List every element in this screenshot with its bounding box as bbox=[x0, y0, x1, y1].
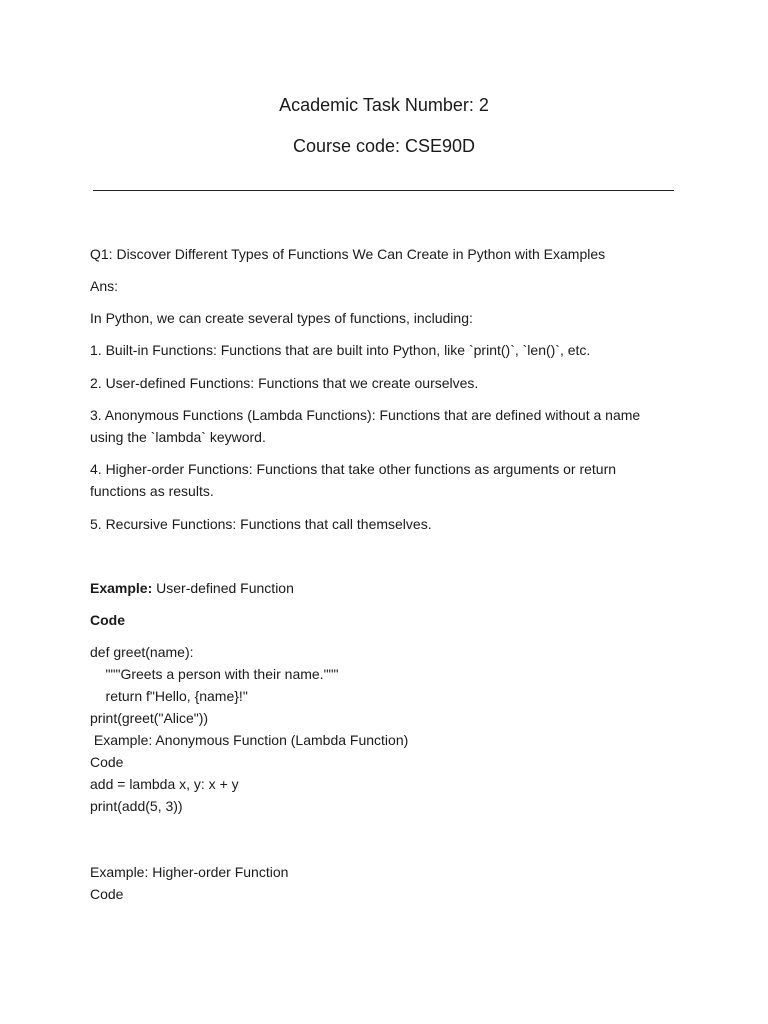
example-1-code-label: Code bbox=[90, 612, 125, 628]
list-item-higher-order-cont: functions as results. bbox=[90, 483, 214, 499]
example-3-title: Example: Higher-order Function bbox=[90, 864, 289, 880]
code-line: return f"Hello, {name}!" bbox=[90, 688, 248, 704]
example-3-code-label: Code bbox=[90, 886, 124, 902]
example-2-code-label: Code bbox=[90, 754, 124, 770]
list-item-higher-order: 4. Higher-order Functions: Functions that take other functions as arguments or return bbox=[90, 461, 617, 477]
list-item-user-defined: 2. User-defined Functions: Functions that we create ourselves. bbox=[90, 375, 479, 391]
code-line: print(greet("Alice")) bbox=[90, 710, 209, 726]
list-item-recursive: 5. Recursive Functions: Functions that call themselves. bbox=[90, 516, 432, 532]
answer-intro: In Python, we can create several types of functions, including: bbox=[90, 310, 473, 326]
example-1-label: Example: bbox=[90, 580, 153, 596]
list-item-builtin: 1. Built-in Functions: Functions that are built into Python, like `print()`, `len()`, etc. bbox=[90, 342, 591, 358]
example-2-title: Example: Anonymous Function (Lambda Function) bbox=[90, 732, 409, 748]
code-line: add = lambda x, y: x + y bbox=[90, 776, 239, 792]
code-line: def greet(name): bbox=[90, 644, 194, 660]
course-code: Course code: CSE90D bbox=[292, 136, 476, 156]
answer-label: Ans: bbox=[90, 278, 119, 294]
question-text: Q1: Discover Different Types of Functions We Can Create in Python with Examples bbox=[90, 246, 606, 262]
example-1-title: User-defined Function bbox=[152, 580, 294, 596]
code-line: """Greets a person with their name.""" bbox=[90, 666, 339, 682]
list-item-anonymous-cont: using the `lambda` keyword. bbox=[90, 429, 266, 445]
document-title: Academic Task Number: 2 bbox=[279, 95, 489, 115]
example-1-heading bbox=[90, 577, 294, 599]
separator-line bbox=[93, 190, 674, 191]
list-item-anonymous: 3. Anonymous Functions (Lambda Functions): Functions that are defined without a name bbox=[90, 407, 641, 423]
code-line: print(add(5, 3)) bbox=[90, 798, 183, 814]
